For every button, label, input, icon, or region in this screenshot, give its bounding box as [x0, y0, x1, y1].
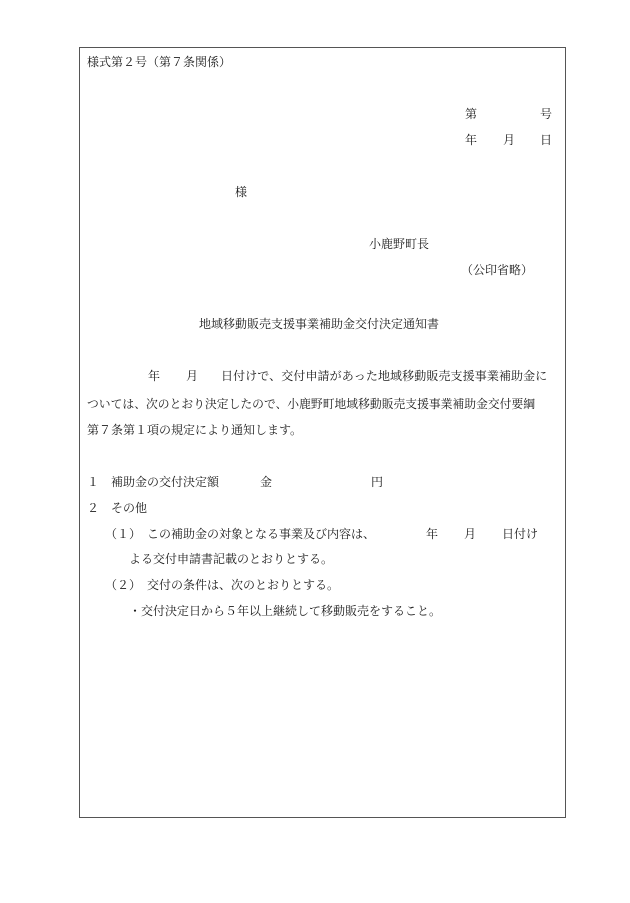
item1-kin: 金 — [260, 475, 273, 489]
doc-date-year: 年 — [465, 133, 478, 147]
body-line3: 第７条第１項の規定により通知します。 — [87, 423, 303, 437]
doc-date-month: 月 — [503, 133, 516, 147]
sub1-month: 月 — [464, 527, 477, 541]
recipient-honorific: 様 — [235, 185, 248, 199]
item2-label: ２ その他 — [87, 501, 148, 515]
body-line1-text: 日付けで、交付申請があった地域移動販売支援事業補助金に — [221, 369, 548, 383]
sub1-prefix: （１） この補助金の対象となる事業及び内容は、 — [105, 527, 376, 541]
document-title: 地域移動販売支援事業補助金交付決定通知書 — [199, 317, 440, 331]
doc-number-go: 号 — [540, 107, 553, 121]
form-label: 様式第２号（第７条関係） — [87, 55, 232, 69]
sub2-text: （２） 交付の条件は、次のとおりとする。 — [105, 578, 340, 592]
body-line1-year: 年 — [148, 369, 161, 383]
body-line2: ついては、次のとおり決定したので、小鹿野町地域移動販売支援事業補助金交付要綱 — [87, 397, 536, 411]
item1-yen: 円 — [371, 475, 384, 489]
item1-label: １ 補助金の交付決定額 — [87, 475, 220, 489]
sub1-day-suffix: 日付け — [502, 527, 539, 541]
sub2-bullet: ・交付決定日から５年以上継続して移動販売をすること。 — [129, 604, 442, 618]
sub1-year: 年 — [426, 527, 439, 541]
sender-title: 小鹿野町長 — [369, 237, 430, 251]
doc-date-day: 日 — [540, 133, 553, 147]
sub1-continuation: よる交付申請書記載のとおりとする。 — [129, 552, 334, 566]
body-line1-month: 月 — [186, 369, 199, 383]
doc-number-dai: 第 — [465, 107, 478, 121]
seal-omitted-note: （公印省略） — [461, 263, 534, 277]
